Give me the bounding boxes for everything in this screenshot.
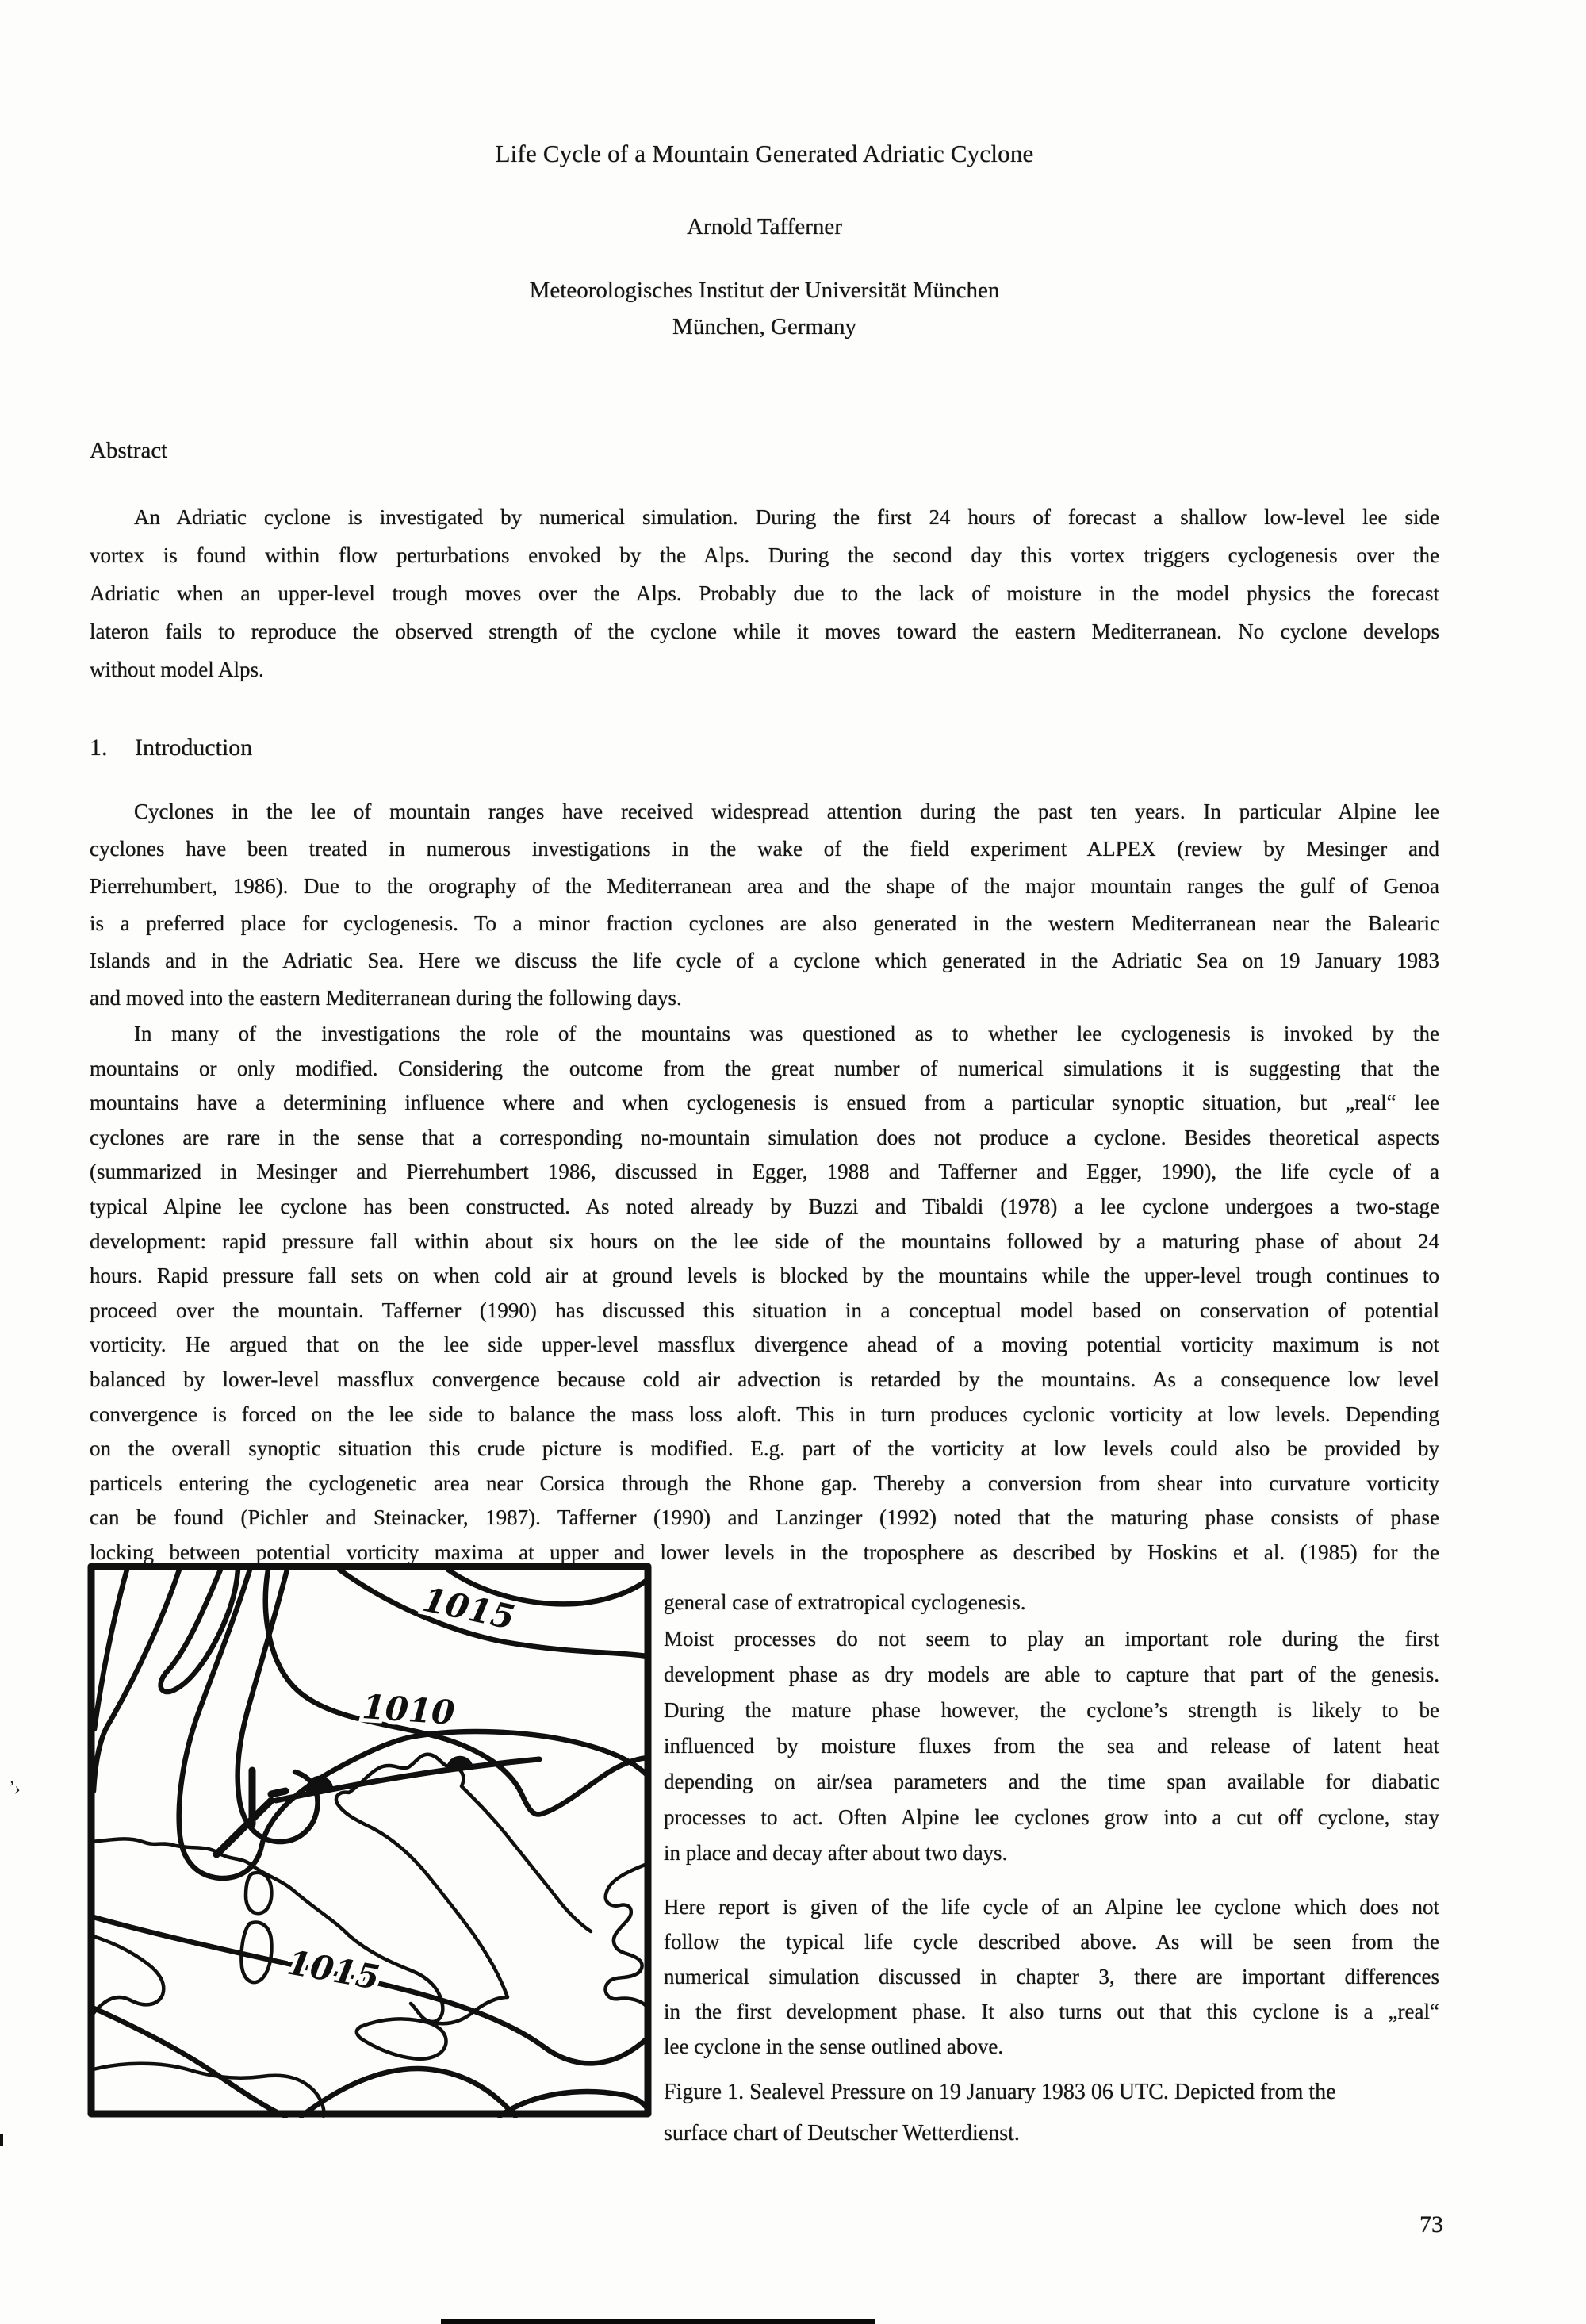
text-line: Islands and in the Adriatic Sea. Here we discuss the life cycle of a cyclone which generated in the Adriatic Sea on 19 January 1983	[90, 949, 1439, 972]
text-line: cyclones are rare in the sense that a corresponding no-mountain simulation does not produce a cyclone. Besides theoretical aspects	[90, 1125, 1439, 1149]
text-line: in the first development phase. It also turns out that this cyclone is a „real“	[664, 2000, 1439, 2023]
isobar-label-1010: 1010	[360, 1687, 457, 1733]
text-line: lee cyclone in the sense outlined above.	[664, 2034, 1004, 2058]
text-line: without model Alps.	[90, 658, 264, 681]
text-line: typical Alpine lee cyclone has been constructed. As noted already by Buzzi and Tibaldi (1978) a lee cyclone undergoes a two-stage	[90, 1194, 1439, 1218]
isobar-label-1015-top: 1015	[419, 1579, 519, 1637]
section-number: 1.	[90, 734, 108, 761]
figure1-weather-map	[87, 1563, 652, 2118]
text-line: In many of the investigations the role of the mountains was questioned as to whether lee cyclogenesis is invoked by the	[134, 1022, 1439, 1045]
text-line: convergence is forced on the lee side to balance the mass loss aloft. This in turn produces cyclonic vorticity at low levels. Depending	[90, 1402, 1439, 1426]
text-line: Pierrehumbert, 1986). Due to the orography of the Mediterranean area and the shape of the major mountain ranges the gulf of Genoa	[90, 874, 1439, 898]
text-line: During the mature phase however, the cyclone’s strength is likely to be	[664, 1698, 1439, 1722]
text-line: cyclones have been treated in numerous investigations in the wake of the field experiment ALPEX (review by Mesinger and	[90, 837, 1439, 861]
section-heading	[90, 734, 252, 761]
abstract-heading: Abstract	[90, 438, 168, 463]
abstract-paragraph	[90, 498, 1439, 688]
introduction-paragraph-2	[90, 1017, 1439, 1570]
text-line: depending on air/sea parameters and the time span available for diabatic	[664, 1770, 1439, 1793]
affiliation-line1: Meteorologisches Institut der Universität München	[529, 278, 1000, 303]
section-title: Introduction	[135, 734, 253, 761]
introduction-paragraph-2-continuation	[664, 1585, 1439, 1620]
affiliation-line2: München, Germany	[672, 314, 856, 339]
paper-title: Life Cycle of a Mountain Generated Adriatic Cyclone	[495, 140, 1034, 167]
page-number: 73	[1419, 2211, 1443, 2238]
introduction-paragraph-4	[664, 1889, 1439, 2064]
text-line: in place and decay after about two days.	[664, 1841, 1008, 1865]
text-line: mountains or only modified. Considering the outcome from the great number of numerical simulations it is suggesting that the	[90, 1056, 1439, 1080]
text-line: lateron fails to reproduce the observed strength of the cyclone while it moves toward the eastern Mediterranean. No cyclone develops	[90, 619, 1439, 643]
text-line: vortex is found within flow perturbations envoked by the Alps. During the second day this vortex triggers cyclogenesis over the	[90, 543, 1439, 567]
text-line: An Adriatic cyclone is investigated by numerical simulation. During the first 24 hours of forecast a shallow low-level lee side	[134, 505, 1439, 529]
text-line: and moved into the eastern Mediterranean during the following days.	[90, 986, 682, 1010]
text-line: processes to act. Often Alpine lee cyclones grow into a cut off cyclone, stay	[664, 1805, 1439, 1829]
text-line: particels entering the cyclogenetic area near Corsica through the Rhone gap. Thereby a conversion from shear into curvature vorticity	[90, 1471, 1439, 1495]
text-line: Adriatic when an upper-level trough moves over the Alps. Probably due to the lack of moisture in the model physics the forecast	[90, 581, 1439, 605]
text-line: locking between potential vorticity maxima at upper and lower levels in the troposphere as described by Hoskins et al. (1985) for the	[90, 1540, 1439, 1564]
figure1-caption-line1: Figure 1. Sealevel Pressure on 19 January 1983 06 UTC. Depicted from the	[664, 2080, 1336, 2104]
figure1-caption	[664, 2072, 1439, 2154]
introduction-paragraph-3	[664, 1621, 1439, 1871]
text-line: mountains have a determining influence where and when cyclogenesis is ensued from a particular synoptic situation, but „real“ lee	[90, 1091, 1439, 1115]
text-line: follow the typical life cycle described above. As will be seen from the	[664, 1930, 1439, 1954]
text-line: proceed over the mountain. Tafferner (1990) has discussed this situation in a conceptual model based on conservation of potential	[90, 1298, 1439, 1322]
text-line: balanced by lower-level massflux convergence because cold air advection is retarded by the mountains. As a consequence low level	[90, 1367, 1439, 1391]
isobar-lines	[90, 1570, 647, 2116]
text-line: development: rapid pressure fall within about six hours on the lee side of the mountains followed by a maturing phase of about 24	[90, 1229, 1439, 1253]
text-line: general case of extratropical cyclogenesis.	[664, 1590, 1026, 1614]
paper-author: Arnold Tafferner	[687, 214, 842, 240]
front-line	[276, 1757, 539, 1801]
text-line: hours. Rapid pressure fall sets on when cold air at ground levels is blocked by the mountains while the upper-level trough continues to	[90, 1264, 1439, 1288]
text-line: Moist processes do not seem to play an important role during the first	[664, 1627, 1439, 1651]
isobar-label-1015-bottom: 1015	[284, 1942, 383, 1997]
text-line: is a preferred place for cyclogenesis. To a minor fraction cyclones are also generated in the western Mediterranean near the Balearic	[90, 911, 1439, 935]
text-line: vorticity. He argued that on the lee side upper-level massflux divergence ahead of a moving potential vorticity maximum is not	[90, 1333, 1439, 1357]
text-line: development phase as dry models are able to capture that part of the genesis.	[664, 1662, 1439, 1686]
text-line: numerical simulation discussed in chapter 3, there are important differences	[664, 1965, 1439, 1988]
text-line: Cyclones in the lee of mountain ranges have received widespread attention during the past ten years. In particular Alpine lee	[134, 800, 1439, 823]
scan-edge-artifact	[0, 2134, 3, 2146]
text-line: influenced by moisture fluxes from the sea and release of latent heat	[664, 1734, 1439, 1758]
introduction-paragraph-1	[90, 793, 1439, 1017]
text-line: (summarized in Mesinger and Pierrehumbert 1986, discussed in Egger, 1988 and Tafferner and Egger, 1990), the life cycle of a	[90, 1160, 1439, 1184]
scan-margin-artifact: ’›	[6, 1778, 22, 1800]
text-line: Here report is given of the life cycle of an Alpine lee cyclone which does not	[664, 1895, 1439, 1919]
figure1-caption-line2: surface chart of Deutscher Wetterdienst.	[664, 2121, 1020, 2146]
text-line: on the overall synoptic situation this crude picture is modified. E.g. part of the vorticity at low levels could also be provided by	[90, 1436, 1439, 1461]
text-line: can be found (Pichler and Steinacker, 1987). Tafferner (1990) and Lanzinger (1992) noted that the maturing phase consists of phase	[90, 1505, 1439, 1530]
scan-bottom-bar-artifact	[441, 2319, 875, 2324]
